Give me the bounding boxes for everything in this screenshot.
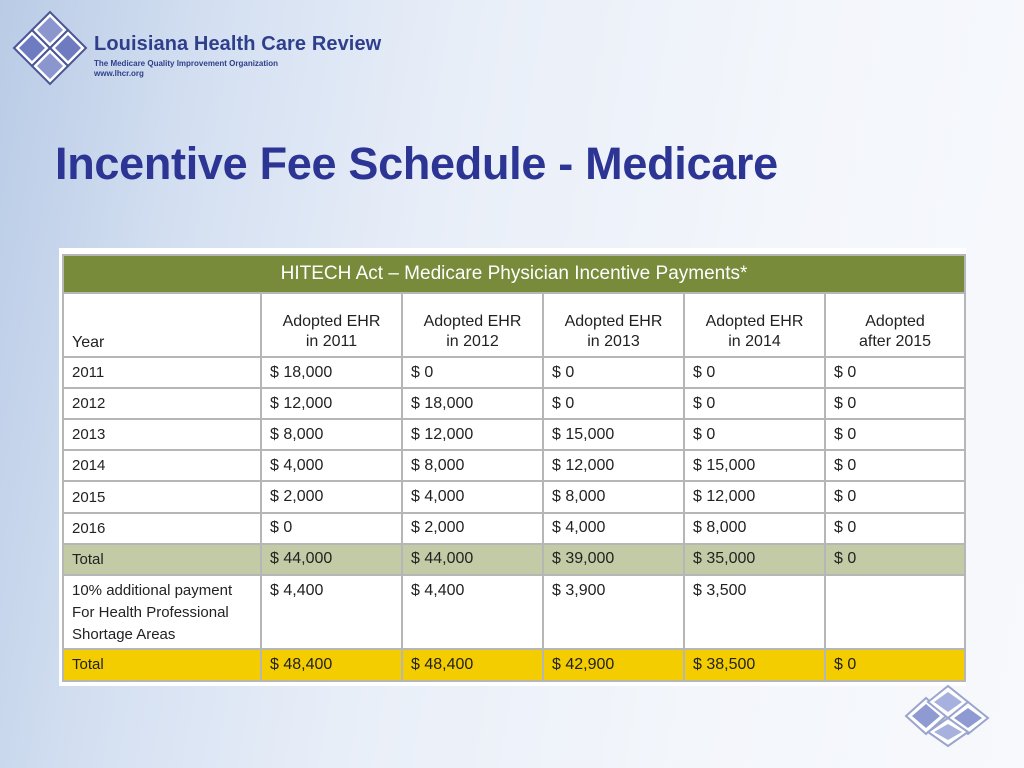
amount-cell: $ 2,000 (402, 513, 543, 544)
amount-cell: $ 12,000 (684, 481, 825, 512)
org-url: www.lhcr.org (94, 69, 144, 78)
column-header (543, 293, 684, 357)
table-row (63, 481, 965, 512)
amount-cell: $ 4,000 (261, 450, 402, 481)
total-label: Total (63, 544, 261, 575)
slide-title: Incentive Fee Schedule - Medicare (55, 138, 778, 189)
hpsa-cell: $ 3,900 (543, 575, 684, 649)
column-header-line1: Adopted EHR (564, 313, 663, 331)
incentive-fee-table (62, 254, 966, 682)
amount-cell: $ 18,000 (261, 357, 402, 388)
amount-cell: $ 0 (261, 513, 402, 544)
hpsa-label-line: For Health Professional (72, 603, 229, 621)
grand-total-cell: $ 48,400 (402, 649, 543, 681)
amount-cell: $ 15,000 (684, 450, 825, 481)
amount-cell: $ 4,000 (543, 513, 684, 544)
table-row (63, 450, 965, 481)
amount-cell: $ 0 (684, 419, 825, 450)
grand-total-cell: $ 42,900 (543, 649, 684, 681)
amount-cell: $ 0 (825, 357, 965, 388)
amount-cell: $ 4,000 (402, 481, 543, 512)
amount-cell: $ 0 (684, 388, 825, 419)
year-cell: 2012 (63, 388, 261, 419)
column-header (825, 293, 965, 357)
amount-cell: $ 8,000 (684, 513, 825, 544)
table-caption-row (63, 255, 965, 293)
amount-cell: $ 0 (825, 481, 965, 512)
hpsa-cell (825, 575, 965, 649)
grand-total-row (63, 649, 965, 681)
amount-cell: $ 18,000 (402, 388, 543, 419)
column-header (684, 293, 825, 357)
column-header-line1: Adopted (865, 313, 925, 331)
hpsa-row (63, 575, 965, 649)
year-cell: 2015 (63, 481, 261, 512)
table-row (63, 513, 965, 544)
hpsa-cell: $ 4,400 (261, 575, 402, 649)
column-header-line1: Adopted EHR (282, 313, 381, 331)
amount-cell: $ 8,000 (402, 450, 543, 481)
year-cell: 2014 (63, 450, 261, 481)
column-header (402, 293, 543, 357)
column-header-line2: in 2012 (446, 333, 499, 351)
amount-cell: $ 0 (402, 357, 543, 388)
amount-cell: $ 0 (825, 419, 965, 450)
org-name: Louisiana Health Care Review (94, 33, 382, 55)
year-header: Year (63, 293, 261, 357)
year-cell: 2016 (63, 513, 261, 544)
year-cell: 2011 (63, 357, 261, 388)
grand-total-label: Total (63, 649, 261, 681)
fee-table-container (59, 248, 966, 686)
amount-cell: $ 12,000 (402, 419, 543, 450)
diamond-corner-icon (900, 684, 994, 748)
logo-text (94, 33, 381, 78)
column-header (261, 293, 402, 357)
amount-cell: $ 0 (684, 357, 825, 388)
amount-cell: $ 8,000 (543, 481, 684, 512)
column-header-line1: Adopted EHR (423, 313, 522, 331)
grand-total-cell: $ 48,400 (261, 649, 402, 681)
grand-total-cell: $ 38,500 (684, 649, 825, 681)
total-cell: $ 0 (825, 544, 965, 575)
total-cell: $ 39,000 (543, 544, 684, 575)
hpsa-label-line: Shortage Areas (72, 625, 176, 643)
table-row (63, 388, 965, 419)
year-cell: 2013 (63, 419, 261, 450)
column-header-line2: in 2014 (728, 333, 781, 351)
amount-cell: $ 15,000 (543, 419, 684, 450)
amount-cell: $ 12,000 (261, 388, 402, 419)
org-tagline: The Medicare Quality Improvement Organization (94, 59, 279, 68)
table-caption: HITECH Act – Medicare Physician Incentive Payments* (63, 255, 965, 293)
total-cell: $ 44,000 (402, 544, 543, 575)
column-header-line2: in 2011 (305, 333, 358, 351)
column-header-line2: in 2013 (587, 333, 640, 351)
column-header-line1: Adopted EHR (705, 313, 804, 331)
amount-cell: $ 8,000 (261, 419, 402, 450)
amount-cell: $ 12,000 (543, 450, 684, 481)
amount-cell: $ 0 (543, 357, 684, 388)
amount-cell: $ 0 (543, 388, 684, 419)
amount-cell: $ 0 (825, 513, 965, 544)
hpsa-cell: $ 4,400 (402, 575, 543, 649)
total-cell: $ 44,000 (261, 544, 402, 575)
amount-cell: $ 0 (825, 388, 965, 419)
total-row (63, 544, 965, 575)
hpsa-cell: $ 3,500 (684, 575, 825, 649)
table-header-row (63, 293, 965, 357)
total-cell: $ 35,000 (684, 544, 825, 575)
hpsa-label-line: 10% additional payment (72, 581, 233, 599)
diamond-logo-icon (10, 8, 90, 88)
column-header-line2: after 2015 (859, 333, 932, 351)
table-row (63, 357, 965, 388)
grand-total-cell: $ 0 (825, 649, 965, 681)
amount-cell: $ 2,000 (261, 481, 402, 512)
hpsa-label (63, 575, 261, 649)
amount-cell: $ 0 (825, 450, 965, 481)
table-row (63, 419, 965, 450)
